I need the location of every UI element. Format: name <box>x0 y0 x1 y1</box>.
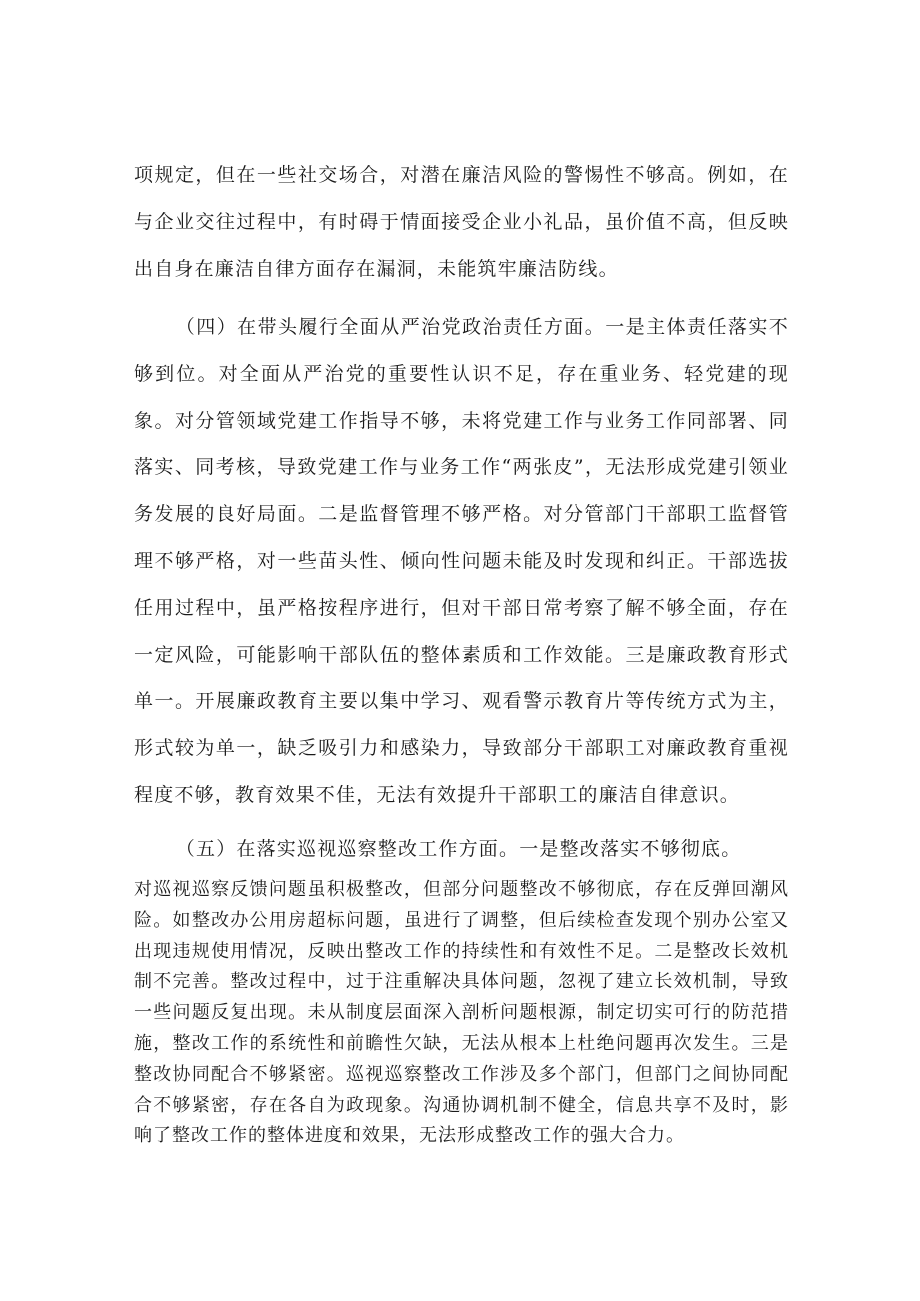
paragraph-section-five-body: 对巡视巡察反馈问题虽积极整改，但部分问题整改不够彻底，存在反弹回潮风险。如整改办公用房超标问题，虽进行了调整，但后续检查发现个别办公室又出现违规使用情况，反映出整改工作的持续性和有效性不足。二是整改长效机制不完善。整改过程中，过于注重解决具体问题，忽视了建立长效机制，导致一些问题反复出现。未从制度层面深入剖析问题根源，制定切实可行的防范措施，整改工作的系统性和前瞻性欠缺，无法从根本上杜绝问题再次发生。三是整改协同配合不够紧密。巡视巡察整改工作涉及多个部门，但部门之间协同配合不够紧密，存在各自为政现象。沟通协调机制不健全，信息共享不及时，影响了整改工作的整体进度和效果，无法形成整改工作的强大合力。 <box>134 879 789 1147</box>
paragraph-integrity-continuation: 项规定，但在一些社交场合，对潜在廉洁风险的警惕性不够高。例如，在与企业交往过程中，有时碍于情面接受企业小礼品，虽价值不高，但反映出自身在廉洁自律方面存在漏洞，未能筑牢廉洁防线。 <box>134 164 789 280</box>
paragraph-section-four: （四）在带头履行全面从严治党政治责任方面。一是主体责任落实不够到位。对全面从严治党的重要性认识不足，存在重业务、轻党建的现象。对分管领域党建工作指导不够，未将党建工作与业务工作同部署、同落实、同考核，导致党建工作与业务工作“两张皮”，无法形成党建引领业务发展的良好局面。二是监督管理不够严格。对分管部门干部职工监督管理不够严格，对一些苗头性、倾向性问题未能及时发现和纠正。干部选拔任用过程中，虽严格按程序进行，但对干部日常考察了解不够全面，存在一定风险，可能影响干部队伍的整体素质和工作效能。三是廉政教育形式单一。开展廉政教育主要以集中学习、观看警示教育片等传统方式为主，形式较为单一，缺乏吸引力和感染力，导致部分干部职工对廉政教育重视程度不够，教育效果不佳，无法有效提升干部职工的廉洁自律意识。 <box>134 316 789 806</box>
paragraph-section-five-heading: （五）在落实巡视巡察整改工作方面。一是整改落实不够彻底。 <box>175 838 742 860</box>
